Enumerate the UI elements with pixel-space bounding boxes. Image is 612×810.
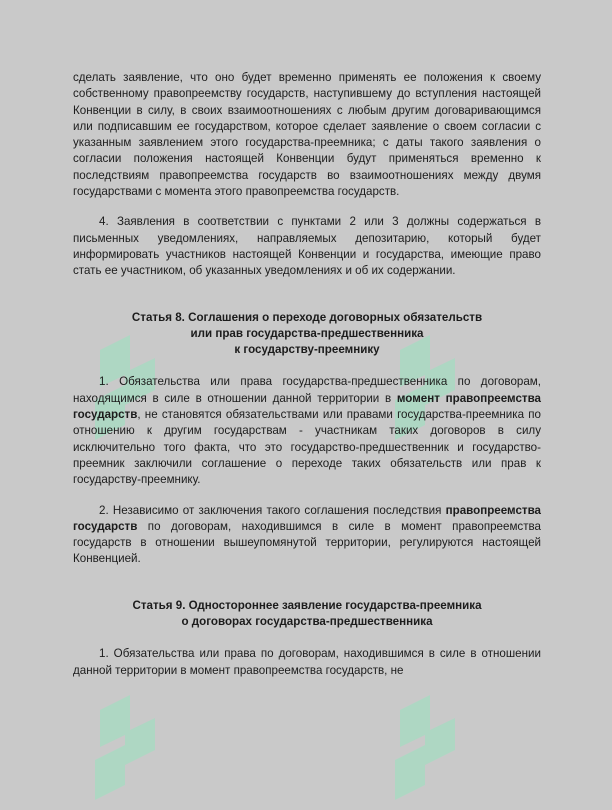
text-segment: 1. Обязательства или права государства-предшественника по договорам, находящимся в силе в отношении данной территории в <box>73 375 541 405</box>
text-segment: по договорам, находившимся в силе в момент правопреемства государств в отношении вышеупомянутой территории, регулируются настоящей Конвенцией. <box>73 519 541 566</box>
article-9-paragraph-1: 1. Обязательства или права по договорам, находившимся в силе в отношении данной территории в момент правопреемства государств, не <box>73 647 541 677</box>
bold-term: правопреемства государств <box>73 503 541 533</box>
article-8-title-line-1: Статья 8. Соглашения о переходе договорных обязательств <box>131 310 483 324</box>
article-8-paragraph-2 <box>73 503 541 568</box>
paragraph-4: 4. Заявления в соответствии с пунктами 2 или 3 должны содержаться в письменных уведомлениях, направляемых депозитарию, который будет информировать участников настоящей Конвенции и государства, имеющие право стать ее участником, об указанных уведомлениях и об их содержании. <box>73 215 541 278</box>
watermark-logo-icon <box>370 690 490 810</box>
paragraph-continued: сделать заявление, что оно будет временно применять ее положения к своему собственному правопреемству государств, наступившему до вступления настоящей Конвенции в силу, в своих взаимоотношениях с любым другим договаривающимся или подписавшим ее государством, которое сделает заявление о своем согласии с указанным заявлением этого государства-преемника; с даты такого заявления о согласии положения настоящей Конвенции будут применяться временно к последствиям правопреемства государств во взаимоотношениях между двумя государствами с момента этого правопреемства государств. <box>73 71 541 199</box>
article-9-title-line-1: Статья 9. Одностороннее заявление государства-преемника <box>132 598 482 612</box>
document-body <box>73 70 541 679</box>
text-segment: , не становятся обязательствами или правами государства-преемника по отношению к другим государствам - участникам таких договоров в силу исключительно того факта, что это государство-предшественник и государство-преемник заключили соглашение о переходе таких обязательств или прав к государству-преемнику. <box>73 408 541 487</box>
text-segment: 2. Независимо от заключения такого соглашения последствия <box>99 503 446 517</box>
article-8-heading <box>73 310 541 359</box>
article-9-title-line-2: о договорах государства-предшественника <box>181 615 433 629</box>
article-8-title-line-2: или прав государства-предшественника <box>190 326 424 340</box>
bold-term: момент правопреемства государств <box>73 391 541 422</box>
article-8-paragraph-1 <box>73 374 541 488</box>
article-8-title-line-3: к государству-преемнику <box>234 343 380 357</box>
watermark-logo-icon <box>70 690 190 810</box>
article-9-heading <box>73 598 541 631</box>
